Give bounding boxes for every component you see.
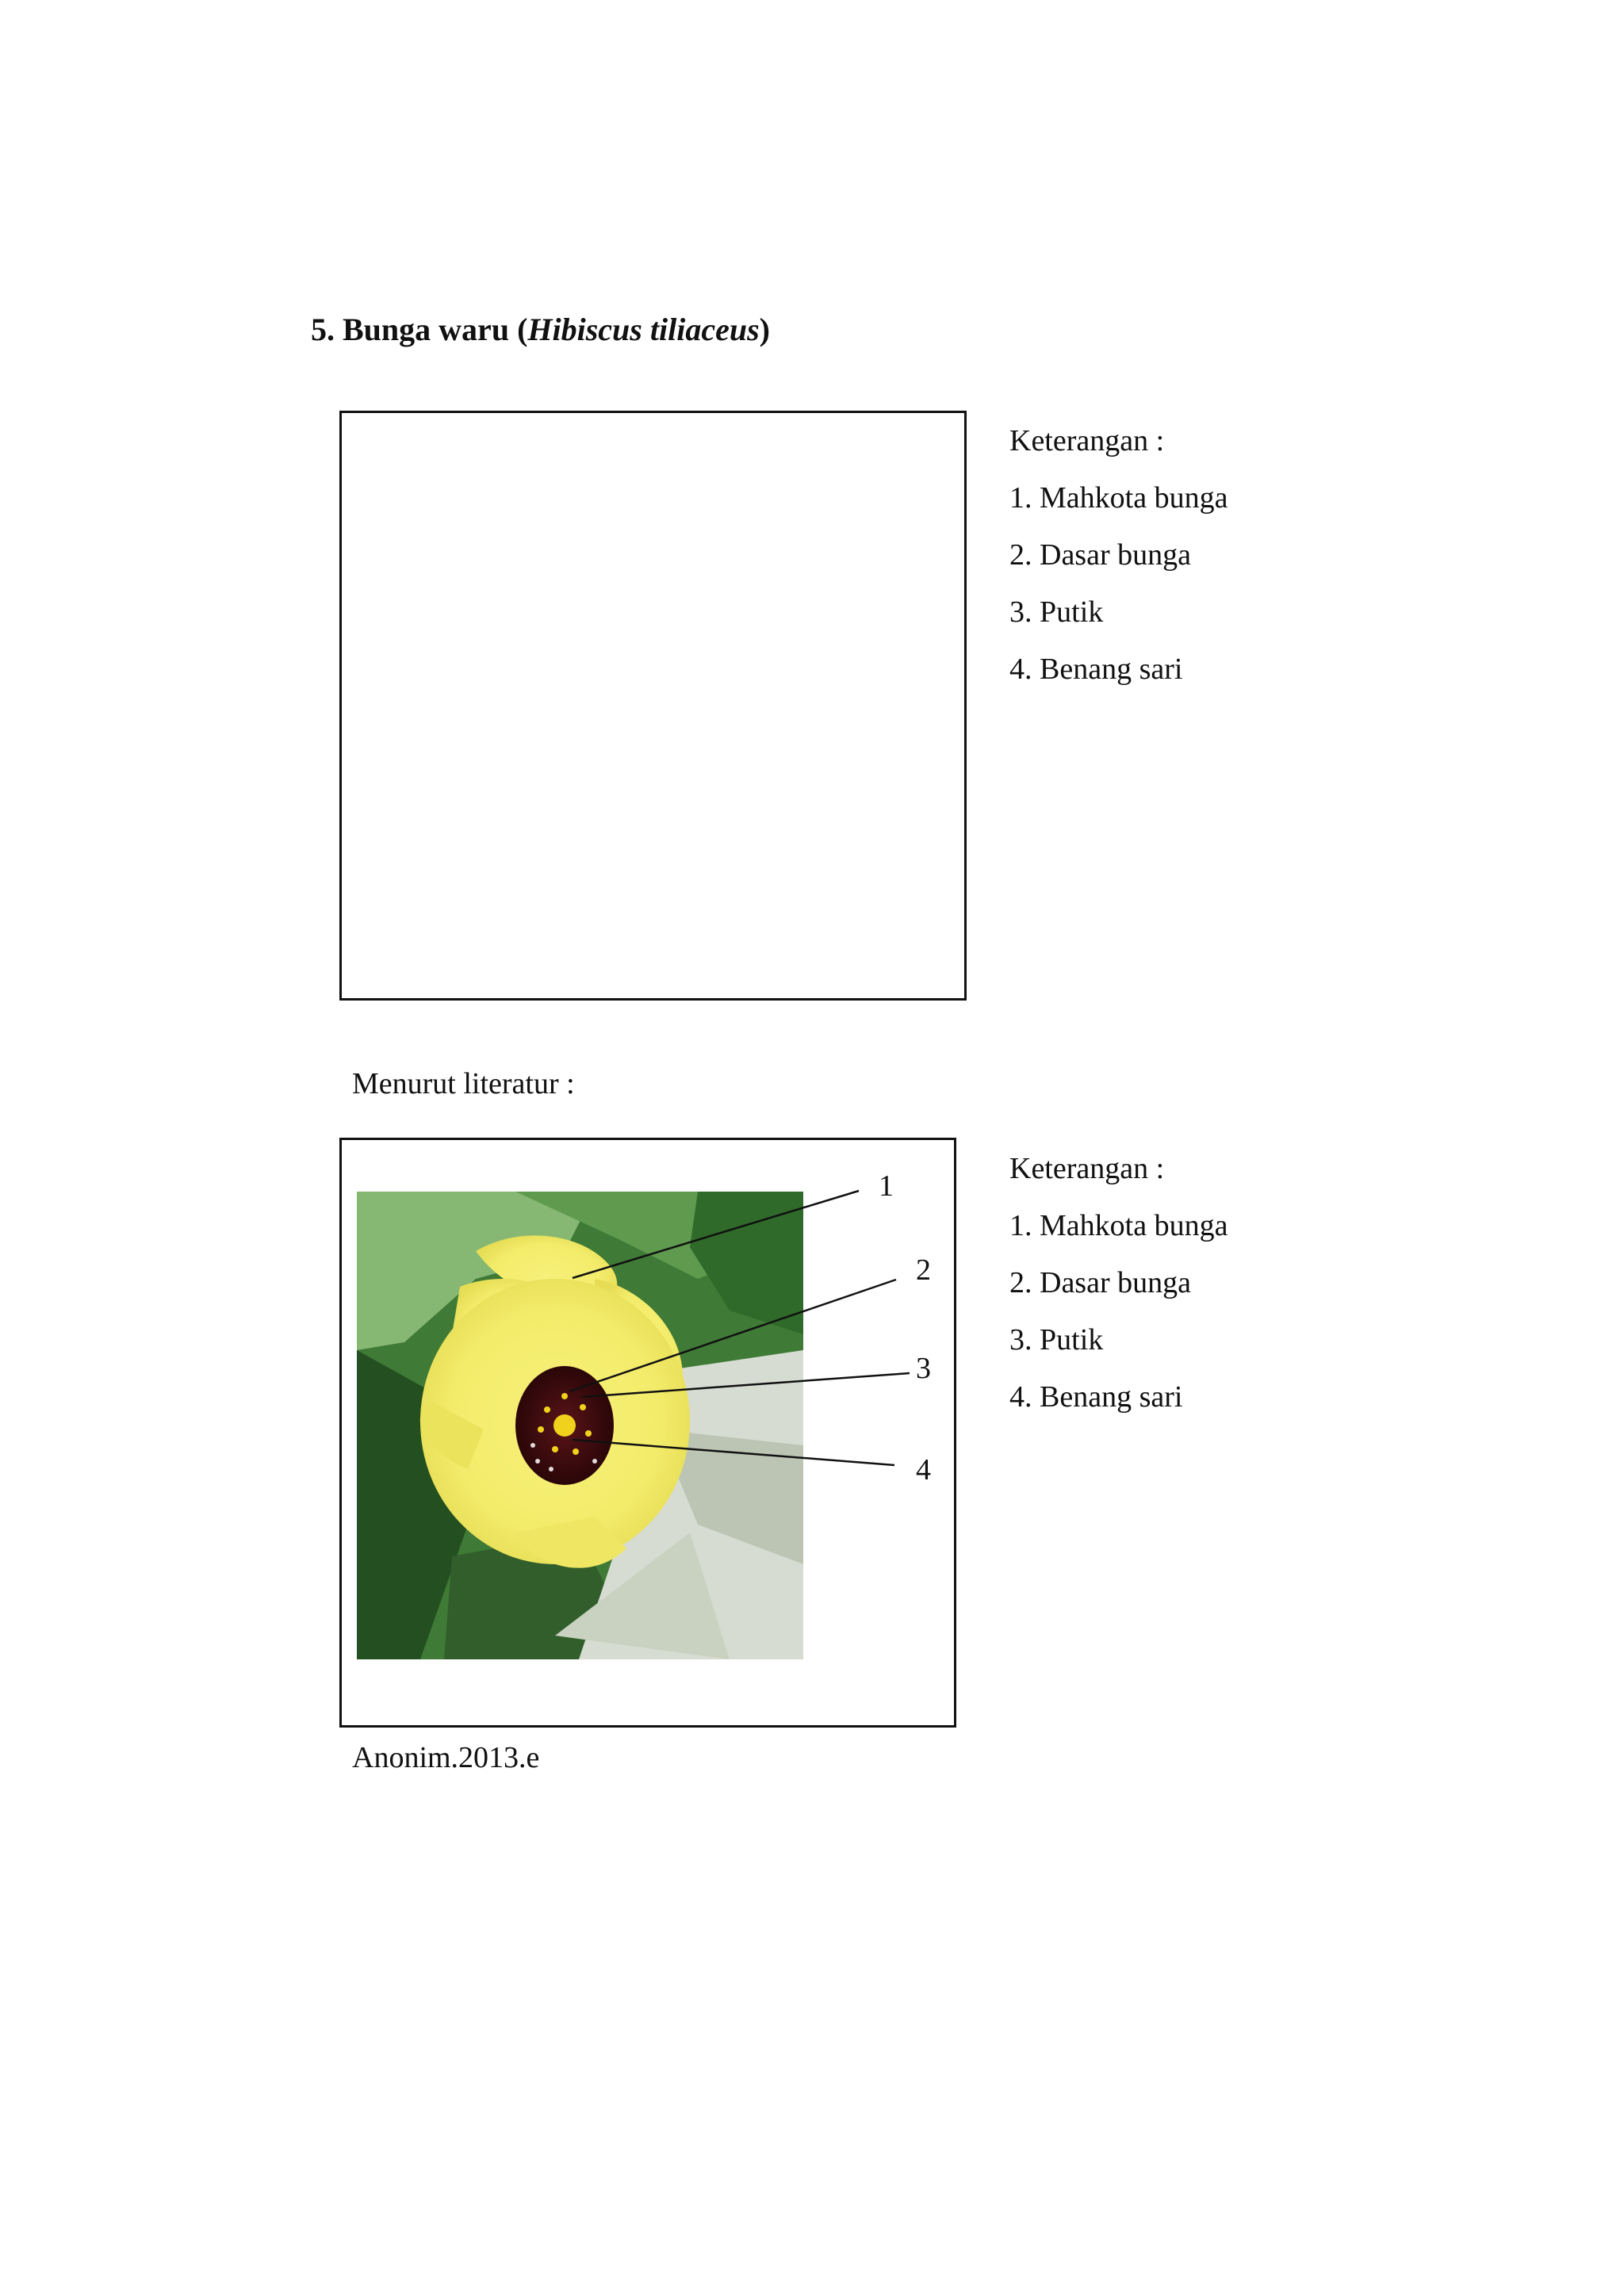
literature-legend-item: 1. Mahkota bunga <box>1009 1209 1228 1242</box>
observation-image-box <box>339 411 967 1001</box>
source-citation: Anonim.2013.e <box>352 1741 540 1774</box>
callout-number-2: 2 <box>916 1253 931 1287</box>
observation-legend-item: 1. Mahkota bunga <box>1009 481 1228 515</box>
open-paren: ( <box>517 312 528 347</box>
literature-label: Menurut literatur : <box>352 1067 575 1100</box>
literature-legend <box>1009 1140 1228 1425</box>
literature-legend-item: 3. Putik <box>1009 1323 1104 1357</box>
literature-legend-title: Keterangan : <box>1009 1152 1165 1185</box>
callout-number-3: 3 <box>916 1352 931 1385</box>
observation-legend <box>1009 412 1228 698</box>
observation-legend-title: Keterangan : <box>1009 424 1165 457</box>
section-heading <box>311 309 770 350</box>
scientific-name: Hibiscus tiliaceus <box>527 312 760 347</box>
section-number: 5. <box>311 312 335 347</box>
callout-number-4: 4 <box>916 1453 931 1487</box>
close-paren: ) <box>759 312 770 347</box>
observation-legend-item: 2. Dasar bunga <box>1009 538 1191 572</box>
literature-legend-item: 4. Benang sari <box>1009 1380 1183 1414</box>
callout-number-1: 1 <box>879 1169 894 1203</box>
literature-legend-item: 2. Dasar bunga <box>1009 1266 1191 1299</box>
observation-legend-item: 3. Putik <box>1009 595 1104 629</box>
hibiscus-flower-photo <box>357 1192 803 1659</box>
observation-legend-item: 4. Benang sari <box>1009 652 1183 686</box>
common-name: Bunga waru <box>343 312 510 347</box>
